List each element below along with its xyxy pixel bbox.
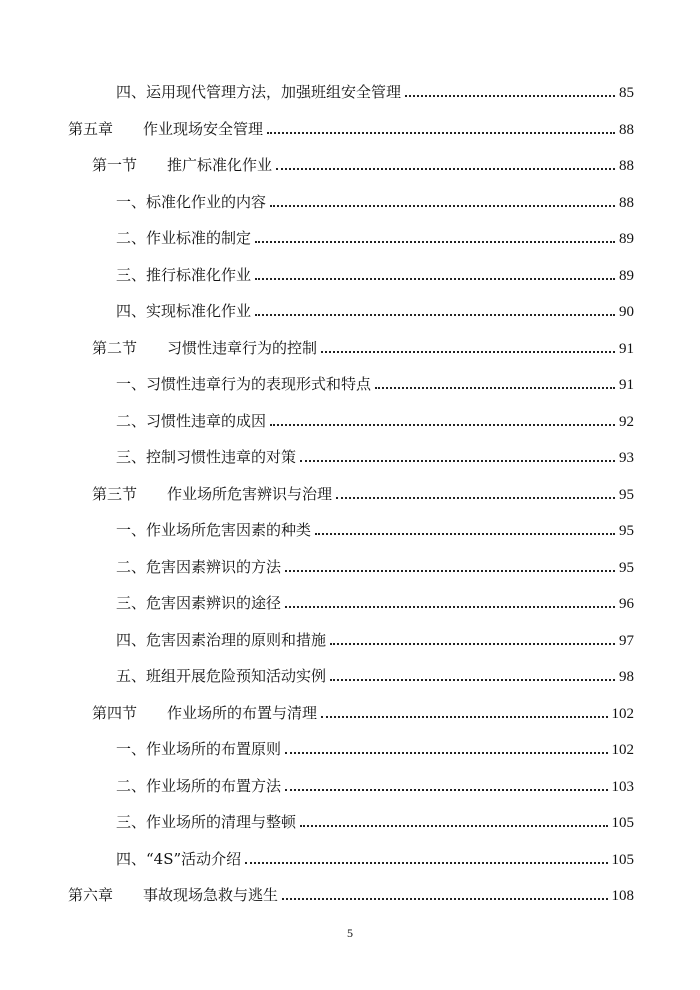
toc-dot-leader (405, 95, 615, 97)
toc-entry-number: 四、 (116, 83, 147, 101)
toc-entry-page: 105 (611, 851, 634, 868)
toc-entry-title: 作业标准的制定 (146, 229, 252, 247)
toc-entry[interactable] (116, 628, 634, 652)
toc-entry[interactable] (116, 847, 634, 871)
toc-entry-number: 四、 (116, 630, 147, 649)
toc-entry-number: 四、 (116, 849, 147, 868)
toc-entry[interactable] (116, 774, 634, 798)
toc-entry[interactable] (68, 117, 634, 141)
toc-dot-leader (285, 570, 615, 572)
toc-entry-title: 事故现场急救与逃生 (143, 886, 279, 904)
toc-entry-page: 85 (619, 85, 634, 101)
toc-entry-page: 103 (611, 778, 634, 795)
toc-dot-leader (282, 898, 607, 900)
toc-entry-number: 一、 (116, 740, 147, 758)
toc-dot-leader (285, 789, 607, 791)
toc-dot-leader (276, 168, 615, 170)
toc-entry-title: 推广标准化作业 (167, 156, 273, 174)
toc-dot-leader (245, 862, 607, 864)
toc-entry[interactable] (116, 263, 634, 287)
toc-entry-title: 作业场所的布置原则 (146, 740, 282, 758)
toc-entry-page: 88 (619, 194, 634, 211)
toc-entry-title: 班组开展危险预知活动实例 (146, 667, 327, 685)
toc-entry-page: 95 (619, 559, 634, 576)
toc-dot-leader (321, 716, 607, 718)
toc-dot-leader (321, 351, 615, 353)
toc-entry[interactable] (116, 664, 634, 688)
toc-dot-leader (300, 460, 615, 462)
toc-entry-number: 二、 (116, 411, 147, 430)
toc-dot-leader (267, 132, 615, 134)
toc-entry-title: 作业场所的布置与清理 (167, 703, 318, 722)
toc-entry[interactable] (116, 190, 634, 214)
toc-entry-number: 第二节 (92, 338, 138, 357)
toc-entry-title: 习惯性违章的成因 (146, 411, 267, 430)
toc-entry[interactable] (116, 810, 634, 834)
toc-entry-page: 92 (619, 413, 634, 430)
toc-entry-number: 一、 (116, 521, 147, 539)
toc-entry-title: 标准化作业的内容 (146, 192, 267, 211)
toc-entry-page: 91 (619, 377, 634, 393)
toc-entry-page: 95 (619, 523, 634, 539)
toc-entry-title: 控制习惯性违章的对策 (146, 448, 297, 466)
toc-entry-page: 89 (619, 231, 634, 247)
page-number: 5 (347, 926, 353, 940)
toc-entry-title: 作业现场安全管理 (143, 119, 264, 138)
toc-entry-page: 102 (611, 705, 634, 722)
toc-entry-number: 二、 (116, 557, 147, 576)
toc-entry-number: 四、 (116, 302, 147, 320)
toc-entry-title: “4S”活动介绍 (146, 849, 242, 868)
toc-entry[interactable] (116, 591, 634, 615)
toc-dot-leader (336, 497, 615, 499)
toc-entry[interactable] (92, 153, 634, 177)
toc-entry[interactable] (68, 883, 634, 907)
toc-entry-page: 93 (619, 450, 634, 466)
toc-entry-number: 第四节 (92, 703, 138, 722)
toc-entry-page: 90 (619, 304, 634, 320)
toc-entry[interactable] (116, 555, 634, 579)
toc-dot-leader (270, 424, 615, 426)
toc-entry-page: 88 (619, 158, 634, 174)
toc-entry-number: 一、 (116, 375, 147, 393)
toc-entry-page: 89 (619, 267, 634, 284)
toc-entry-number: 第六章 (68, 886, 114, 904)
toc-entry-number: 一、 (116, 192, 147, 211)
toc-entry-page: 97 (619, 632, 634, 649)
toc-dot-leader (330, 643, 615, 645)
toc-entry-number: 二、 (116, 229, 147, 247)
toc-dot-leader (255, 314, 615, 316)
toc-dot-leader (285, 752, 607, 754)
toc-entry-page: 98 (619, 669, 634, 685)
toc-dot-leader (255, 241, 615, 243)
toc-entry-page: 96 (619, 596, 634, 612)
toc-entry[interactable] (116, 737, 634, 761)
toc-entry-page: 105 (611, 815, 634, 831)
toc-entry-title: 作业场所危害因素的种类 (146, 521, 312, 539)
toc-entry[interactable] (116, 518, 634, 542)
toc-entry[interactable] (92, 482, 634, 506)
toc-entry-page: 108 (611, 888, 634, 904)
toc-entry[interactable] (92, 336, 634, 360)
toc-entry[interactable] (116, 372, 634, 396)
toc-dot-leader (270, 205, 615, 207)
toc-entry-number: 三、 (116, 265, 147, 284)
toc-entry[interactable] (116, 409, 634, 433)
toc-dot-leader (315, 533, 615, 535)
toc-entry-title: 推行标准化作业 (146, 265, 252, 284)
toc-entry-number: 第一节 (92, 156, 138, 174)
toc-entry-page: 95 (619, 486, 634, 503)
toc-entry-title: 习惯性违章行为的表现形式和特点 (146, 375, 372, 393)
toc-entry[interactable] (92, 701, 634, 725)
toc-dot-leader (375, 387, 615, 389)
toc-entry-title: 危害因素治理的原则和措施 (146, 630, 327, 649)
toc-entry-title: 习惯性违章行为的控制 (167, 338, 318, 357)
toc-entry-title: 作业场所危害辨识与治理 (167, 484, 333, 503)
toc-dot-leader (330, 679, 615, 681)
toc-entry-title: 运用现代管理方法，加强班组安全管理 (146, 83, 402, 101)
toc-entry-number: 五、 (116, 667, 147, 685)
toc-entry-title: 危害因素辨识的途径 (146, 594, 282, 612)
toc-entry[interactable] (116, 226, 634, 250)
toc-entry-page: 91 (619, 340, 634, 357)
toc-dot-leader (255, 278, 615, 280)
toc-entry[interactable] (116, 445, 634, 469)
toc-entry-number: 三、 (116, 594, 147, 612)
toc-entry-title: 作业场所的清理与整顿 (146, 813, 297, 831)
toc-entry[interactable] (116, 299, 634, 323)
toc-entry-title: 危害因素辨识的方法 (146, 557, 282, 576)
toc-entry-number: 三、 (116, 813, 147, 831)
toc-entry-title: 作业场所的布置方法 (146, 776, 282, 795)
toc-entry-page: 102 (611, 742, 634, 758)
toc-entry-number: 第三节 (92, 484, 138, 503)
toc-entry[interactable] (116, 80, 634, 104)
toc-entry-number: 三、 (116, 448, 147, 466)
toc-entry-number: 二、 (116, 776, 147, 795)
toc-dot-leader (300, 825, 607, 827)
toc-entry-number: 第五章 (68, 119, 114, 138)
toc-entry-title: 实现标准化作业 (146, 302, 252, 320)
toc-entry-page: 88 (619, 121, 634, 138)
toc-dot-leader (285, 606, 615, 608)
